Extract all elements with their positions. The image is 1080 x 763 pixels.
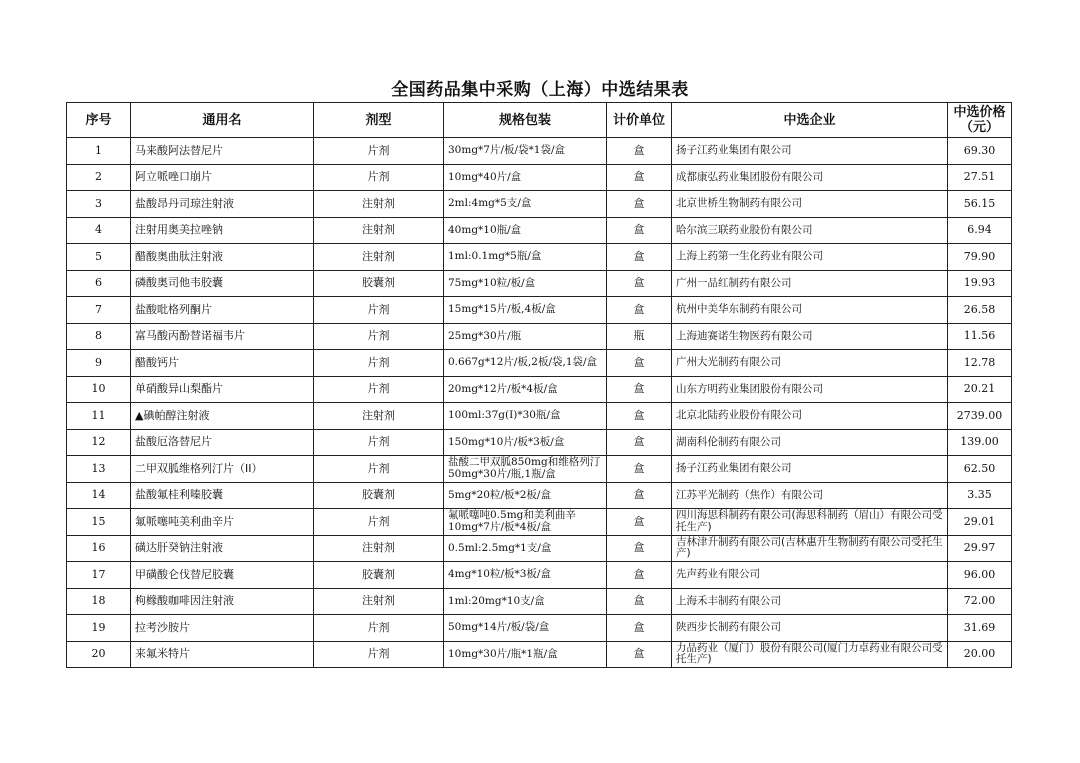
cell-name: 注射用奥美拉唑钠: [131, 217, 314, 244]
header-unit: 计价单位: [607, 103, 672, 138]
cell-company: 陕西步长制药有限公司: [672, 615, 948, 642]
cell-company: 杭州中美华东制药有限公司: [672, 297, 948, 324]
cell-form: 片剂: [314, 429, 444, 456]
cell-price: 96.00: [948, 562, 1012, 589]
cell-price: 20.00: [948, 641, 1012, 668]
cell-seq: 7: [67, 297, 131, 324]
cell-price: 29.97: [948, 535, 1012, 562]
cell-price: 31.69: [948, 615, 1012, 642]
cell-form: 注射剂: [314, 535, 444, 562]
cell-company: 力品药业（厦门）股份有限公司(厦门力卓药业有限公司受托生产): [672, 641, 948, 668]
cell-spec: 1ml:0.1mg*5瓶/盒: [444, 244, 607, 271]
cell-price: 72.00: [948, 588, 1012, 615]
table-row: [67, 535, 1012, 562]
cell-seq: 3: [67, 191, 131, 218]
cell-unit: 盒: [607, 482, 672, 509]
page-title: 全国药品集中采购（上海）中选结果表: [391, 80, 689, 100]
table-row: [67, 482, 1012, 509]
cell-name: 拉考沙胺片: [131, 615, 314, 642]
cell-name: 盐酸氟桂利嗪胶囊: [131, 482, 314, 509]
cell-seq: 13: [67, 456, 131, 483]
cell-spec: 4mg*10粒/板*3板/盒: [444, 562, 607, 589]
cell-seq: 11: [67, 403, 131, 430]
cell-form: 注射剂: [314, 403, 444, 430]
cell-spec: 40mg*10瓶/盒: [444, 217, 607, 244]
cell-form: 片剂: [314, 164, 444, 191]
cell-price: 26.58: [948, 297, 1012, 324]
cell-unit: 盒: [607, 376, 672, 403]
cell-price: 20.21: [948, 376, 1012, 403]
cell-name: 盐酸昂丹司琼注射液: [131, 191, 314, 218]
cell-name: 醋酸钙片: [131, 350, 314, 377]
cell-name: 磺达肝癸钠注射液: [131, 535, 314, 562]
header-company: 中选企业: [672, 103, 948, 138]
results-table: [66, 102, 1012, 668]
table-row: [67, 270, 1012, 297]
table-row: [67, 297, 1012, 324]
cell-unit: 盒: [607, 297, 672, 324]
header-name: 通用名: [131, 103, 314, 138]
cell-seq: 1: [67, 138, 131, 165]
cell-unit: 盒: [607, 588, 672, 615]
table-row: [67, 350, 1012, 377]
cell-name: 富马酸丙酚替诺福韦片: [131, 323, 314, 350]
table-row: [67, 164, 1012, 191]
cell-spec: 100ml:37g(I)*30瓶/盒: [444, 403, 607, 430]
cell-unit: 盒: [607, 217, 672, 244]
cell-form: 片剂: [314, 615, 444, 642]
table-row: [67, 509, 1012, 536]
cell-spec: 30mg*7片/板/袋*1袋/盒: [444, 138, 607, 165]
cell-price: 2739.00: [948, 403, 1012, 430]
cell-seq: 10: [67, 376, 131, 403]
cell-company: 广州一品红制药有限公司: [672, 270, 948, 297]
cell-unit: 盒: [607, 615, 672, 642]
cell-form: 注射剂: [314, 191, 444, 218]
cell-name: 甲磺酸仑伐替尼胶囊: [131, 562, 314, 589]
header-spec: 规格包装: [444, 103, 607, 138]
cell-form: 片剂: [314, 641, 444, 668]
cell-unit: 盒: [607, 429, 672, 456]
cell-seq: 18: [67, 588, 131, 615]
cell-name: 单硝酸异山梨酯片: [131, 376, 314, 403]
cell-form: 胶囊剂: [314, 562, 444, 589]
cell-company: 四川海思科制药有限公司(海思科制药（眉山）有限公司受托生产): [672, 509, 948, 536]
cell-price: 27.51: [948, 164, 1012, 191]
cell-spec: 氟哌噻吨0.5mg和美利曲辛10mg*7片/板*4板/盒: [444, 509, 607, 536]
cell-unit: 盒: [607, 164, 672, 191]
cell-name: 盐酸吡格列酮片: [131, 297, 314, 324]
cell-price: 29.01: [948, 509, 1012, 536]
cell-seq: 6: [67, 270, 131, 297]
cell-spec: 盐酸二甲双胍850mg和维格列汀50mg*30片/瓶,1瓶/盒: [444, 456, 607, 483]
cell-seq: 9: [67, 350, 131, 377]
cell-form: 片剂: [314, 350, 444, 377]
cell-company: 湖南科伦制药有限公司: [672, 429, 948, 456]
cell-price: 11.56: [948, 323, 1012, 350]
cell-price: 12.78: [948, 350, 1012, 377]
cell-company: 吉林津升制药有限公司(吉林惠升生物制药有限公司受托生产): [672, 535, 948, 562]
cell-name: 醋酸奥曲肽注射液: [131, 244, 314, 271]
cell-price: 139.00: [948, 429, 1012, 456]
header-seq: 序号: [67, 103, 131, 138]
header-form: 剂型: [314, 103, 444, 138]
cell-unit: 盒: [607, 509, 672, 536]
cell-company: 先声药业有限公司: [672, 562, 948, 589]
cell-spec: 1ml:20mg*10支/盒: [444, 588, 607, 615]
cell-name: ▲碘帕醇注射液: [131, 403, 314, 430]
cell-form: 片剂: [314, 138, 444, 165]
cell-company: 北京北陆药业股份有限公司: [672, 403, 948, 430]
cell-spec: 0.667g*12片/板,2板/袋,1袋/盒: [444, 350, 607, 377]
table-row: [67, 429, 1012, 456]
table-header-row: [67, 103, 1012, 138]
cell-unit: 盒: [607, 138, 672, 165]
cell-name: 盐酸厄洛替尼片: [131, 429, 314, 456]
cell-seq: 5: [67, 244, 131, 271]
table-row: [67, 191, 1012, 218]
cell-company: 成都康弘药业集团股份有限公司: [672, 164, 948, 191]
table-row: [67, 403, 1012, 430]
cell-price: 69.30: [948, 138, 1012, 165]
cell-seq: 16: [67, 535, 131, 562]
cell-form: 片剂: [314, 376, 444, 403]
cell-price: 62.50: [948, 456, 1012, 483]
cell-spec: 10mg*40片/盒: [444, 164, 607, 191]
cell-price: 6.94: [948, 217, 1012, 244]
cell-form: 注射剂: [314, 588, 444, 615]
cell-spec: 15mg*15片/板,4板/盒: [444, 297, 607, 324]
cell-spec: 20mg*12片/板*4板/盒: [444, 376, 607, 403]
cell-unit: 盒: [607, 535, 672, 562]
cell-unit: 盒: [607, 191, 672, 218]
cell-spec: 50mg*14片/板/袋/盒: [444, 615, 607, 642]
cell-price: 79.90: [948, 244, 1012, 271]
table-row: [67, 217, 1012, 244]
table-row: [67, 615, 1012, 642]
cell-spec: 0.5ml:2.5mg*1支/盒: [444, 535, 607, 562]
cell-company: 江苏平光制药（焦作）有限公司: [672, 482, 948, 509]
cell-company: 广州大光制药有限公司: [672, 350, 948, 377]
cell-unit: 盒: [607, 456, 672, 483]
table-row: [67, 138, 1012, 165]
cell-form: 胶囊剂: [314, 270, 444, 297]
cell-spec: 75mg*10粒/板/盒: [444, 270, 607, 297]
cell-price: 3.35: [948, 482, 1012, 509]
cell-name: 阿立哌唑口崩片: [131, 164, 314, 191]
cell-spec: 5mg*20粒/板*2板/盒: [444, 482, 607, 509]
table-row: [67, 588, 1012, 615]
cell-form: 片剂: [314, 323, 444, 350]
cell-company: 山东方明药业集团股份有限公司: [672, 376, 948, 403]
cell-company: 北京世桥生物制药有限公司: [672, 191, 948, 218]
cell-name: 磷酸奥司他韦胶囊: [131, 270, 314, 297]
cell-seq: 20: [67, 641, 131, 668]
cell-unit: 盒: [607, 562, 672, 589]
cell-company: 上海禾丰制药有限公司: [672, 588, 948, 615]
cell-unit: 盒: [607, 403, 672, 430]
cell-price: 56.15: [948, 191, 1012, 218]
cell-company: 扬子江药业集团有限公司: [672, 456, 948, 483]
cell-seq: 4: [67, 217, 131, 244]
cell-unit: 瓶: [607, 323, 672, 350]
table-row: [67, 456, 1012, 483]
cell-name: 氟哌噻吨美利曲辛片: [131, 509, 314, 536]
cell-name: 马来酸阿法替尼片: [131, 138, 314, 165]
table-row: [67, 562, 1012, 589]
cell-seq: 17: [67, 562, 131, 589]
cell-seq: 8: [67, 323, 131, 350]
cell-name: 枸橼酸咖啡因注射液: [131, 588, 314, 615]
cell-name: 来氟米特片: [131, 641, 314, 668]
cell-company: 上海上药第一生化药业有限公司: [672, 244, 948, 271]
cell-seq: 2: [67, 164, 131, 191]
cell-form: 注射剂: [314, 244, 444, 271]
cell-seq: 12: [67, 429, 131, 456]
cell-spec: 2ml:4mg*5支/盒: [444, 191, 607, 218]
table-row: [67, 641, 1012, 668]
cell-seq: 19: [67, 615, 131, 642]
cell-unit: 盒: [607, 350, 672, 377]
table-row: [67, 244, 1012, 271]
cell-unit: 盒: [607, 244, 672, 271]
table-body: [67, 138, 1012, 668]
cell-form: 片剂: [314, 297, 444, 324]
table-row: [67, 323, 1012, 350]
cell-form: 片剂: [314, 509, 444, 536]
header-price: 中选价格（元）: [948, 103, 1012, 138]
cell-seq: 15: [67, 509, 131, 536]
cell-unit: 盒: [607, 270, 672, 297]
cell-company: 扬子江药业集团有限公司: [672, 138, 948, 165]
cell-form: 胶囊剂: [314, 482, 444, 509]
cell-form: 片剂: [314, 456, 444, 483]
table-row: [67, 376, 1012, 403]
cell-price: 19.93: [948, 270, 1012, 297]
cell-unit: 盒: [607, 641, 672, 668]
cell-spec: 10mg*30片/瓶*1瓶/盒: [444, 641, 607, 668]
cell-spec: 150mg*10片/板*3板/盒: [444, 429, 607, 456]
cell-form: 注射剂: [314, 217, 444, 244]
cell-seq: 14: [67, 482, 131, 509]
cell-company: 哈尔滨三联药业股份有限公司: [672, 217, 948, 244]
cell-name: 二甲双胍维格列汀片（II）: [131, 456, 314, 483]
cell-spec: 25mg*30片/瓶: [444, 323, 607, 350]
cell-company: 上海迪赛诺生物医药有限公司: [672, 323, 948, 350]
